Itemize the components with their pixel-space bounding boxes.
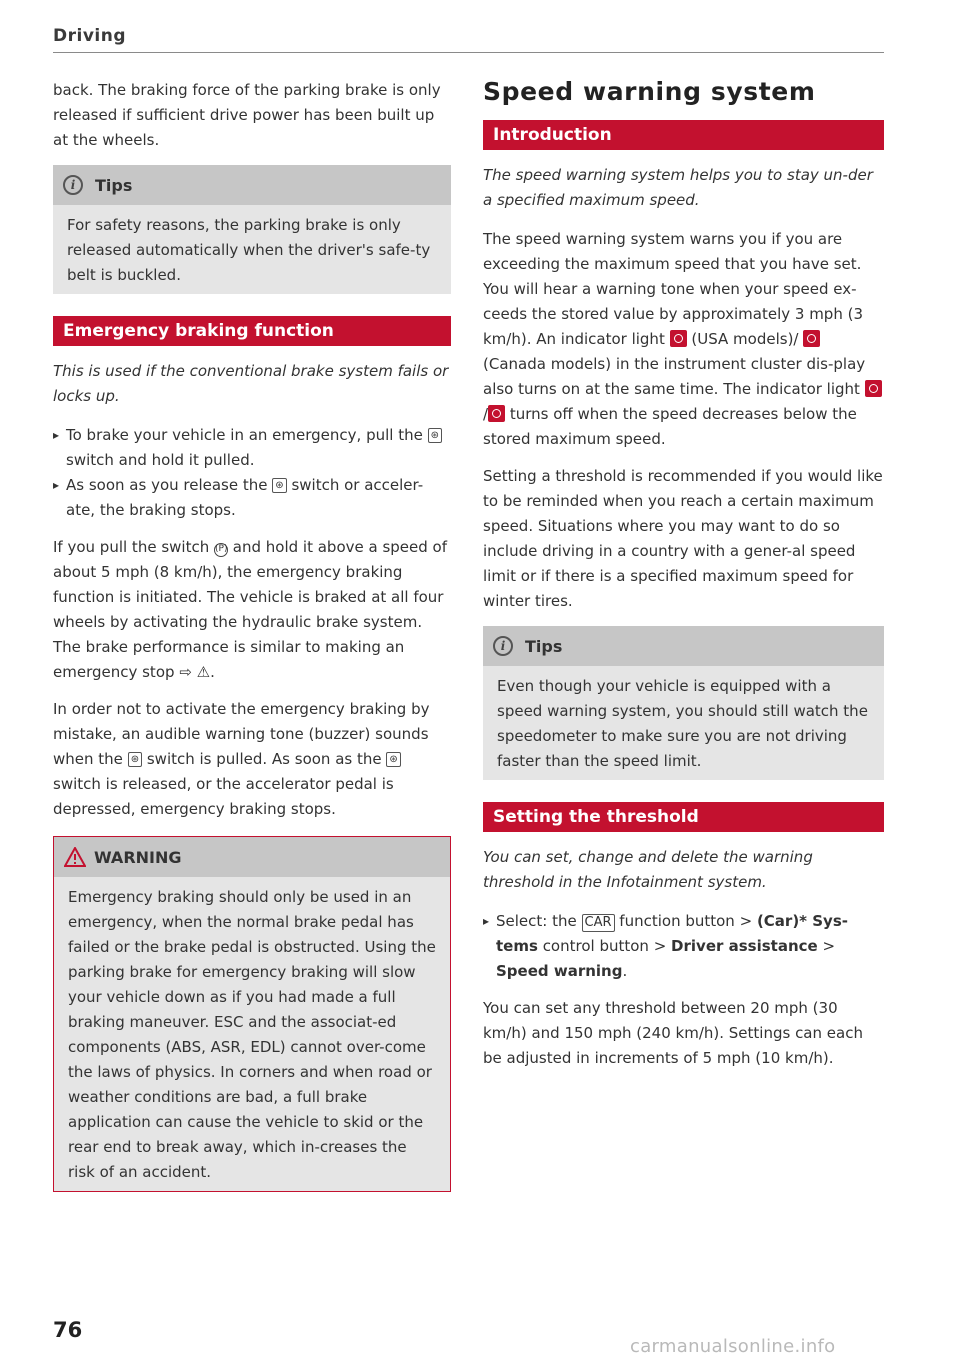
- instruction-list: [483, 909, 884, 984]
- text: >: [822, 937, 836, 955]
- parking-brake-key-icon: ⊛: [386, 752, 400, 767]
- tips-box-header: [483, 626, 884, 666]
- parking-brake-key-icon: ⊛: [272, 478, 286, 493]
- watermark: carmanualsonline.info: [630, 1336, 836, 1357]
- info-icon: i: [493, 636, 513, 656]
- body-paragraph: [53, 535, 451, 685]
- info-icon: i: [63, 175, 83, 195]
- text: function button >: [619, 912, 753, 930]
- step-text: As soon as you release the: [66, 476, 268, 494]
- tips-body: Even though your vehicle is equipped with a speed warning system, you should still watch the speedometer to make sure you are not driving faster than the speed limit.: [497, 677, 868, 770]
- text: The speed warning system warns you if you are exceeding the maximum speed that you have set. You will hear a warning tone when your speed ex-ceeds the stored value by approximately 3 mph (3 km/h). An indicator light: [483, 230, 864, 348]
- continued-paragraph: back. The braking force of the parking brake is only released if sufficient drive power has been built up at the wheels.: [53, 81, 441, 149]
- text: In order not to activate the emergency braking by mistake, an audible warning tone (buzzer) sounds when the: [53, 700, 430, 768]
- menu-path-driver-assistance: Driver assistance: [671, 937, 818, 955]
- section-heading-introduction: Introduction: [483, 120, 884, 150]
- menu-path-car-systems: (Car)* Sys-tems: [496, 912, 848, 955]
- chapter-title: Speed warning system: [483, 77, 816, 106]
- body-paragraph: You can set any threshold between 20 mph (30 km/h) and 150 mph (240 km/h). Settings can each be adjusted in increments of 5 mph (10 km/h).: [483, 999, 863, 1067]
- warning-box: [53, 836, 451, 1192]
- running-header: Driving: [53, 26, 127, 46]
- text: (USA models)/: [691, 330, 799, 348]
- section-intro: The speed warning system helps you to stay un-der a specified maximum speed.: [483, 166, 873, 209]
- tips-body: For safety reasons, the parking brake is only released automatically when the driver's safe-ty belt is buckled.: [67, 216, 431, 284]
- tips-box: [483, 626, 884, 780]
- tips-title: Tips: [95, 175, 133, 195]
- warning-reference-link[interactable]: ⇨ ⚠.: [179, 663, 215, 681]
- speed-warning-indicator-icon: [670, 330, 687, 347]
- text: turns off when the speed decreases below the stored maximum speed.: [483, 405, 857, 448]
- body-paragraph: [53, 697, 451, 822]
- body-paragraph: [483, 227, 884, 452]
- tips-box: [53, 165, 451, 294]
- parking-brake-key-icon: ⊛: [128, 752, 142, 767]
- menu-path-speed-warning: Speed warning: [496, 962, 623, 980]
- tips-box-header: [53, 165, 451, 205]
- parking-brake-key-icon: ⊛: [428, 428, 442, 443]
- warning-body: Emergency braking should only be used in an emergency, when the normal brake pedal has failed or the brake pedal is obstructed. Using the parking brake for emergency braking will slow your vehicle down as if you had made a full braking maneuver. ESC and the associat-ed components (ABS, ASR, EDL) cannot over-come the laws of physics. In corners and when road or weather conditions are bad, a full brake application can cause the vehicle to skid or the rear end to break away, which in-creases the risk of an accident.: [68, 888, 436, 1181]
- page-number: 76: [53, 1318, 83, 1342]
- car-function-button[interactable]: CAR: [582, 914, 615, 932]
- right-column: [483, 76, 884, 1083]
- text: Select: the: [496, 912, 577, 930]
- step-text: switch and hold it pulled.: [66, 451, 255, 469]
- body-paragraph: Setting a threshold is recommended if you would like to be reminded when you reach a certain maximum speed. Situations where you may want to do so include driving in a country with a gener-al speed limit or if there is a specified maximum speed for winter tires.: [483, 467, 883, 610]
- list-item: [53, 423, 451, 473]
- text: .: [622, 962, 628, 980]
- text: switch is pulled. As soon as the: [146, 750, 382, 768]
- list-item: [53, 473, 451, 523]
- text: control button >: [542, 937, 667, 955]
- left-column: [53, 78, 451, 1214]
- step-text: To brake your vehicle in an emergency, pull the: [66, 426, 423, 444]
- parking-brake-switch-icon: (P): [214, 543, 228, 557]
- speed-warning-indicator-icon: [865, 380, 882, 397]
- list-item: [483, 909, 884, 984]
- speed-warning-indicator-icon: [488, 405, 505, 422]
- section-heading-emergency-braking: Emergency braking function: [53, 316, 451, 346]
- text: /: [483, 405, 489, 423]
- speed-warning-indicator-icon: [803, 330, 820, 347]
- step-text: switch or acceler-ate, the braking stops.: [66, 476, 424, 519]
- header-divider: [53, 52, 884, 53]
- section-intro: This is used if the conventional brake system fails or locks up.: [53, 362, 449, 405]
- section-heading-setting-threshold: Setting the threshold: [483, 802, 884, 832]
- text: switch is released, or the accelerator pedal is depressed, emergency braking stops.: [53, 775, 394, 818]
- instruction-list: [53, 423, 451, 523]
- text: (Canada models) in the instrument cluster dis-play also turns on at the same time. The indicator light: [483, 355, 866, 398]
- tips-title: Tips: [525, 636, 563, 656]
- warning-triangle-icon: [64, 847, 86, 867]
- warning-title: WARNING: [94, 847, 182, 867]
- section-intro: You can set, change and delete the warning threshold in the Infotainment system.: [483, 848, 813, 891]
- text: and hold it above a speed of about 5 mph (8 km/h), the emergency braking function is initiated. The vehicle is braked at all four wheels by activating the hydraulic brake system. The brake performance is similar to making an emergency stop: [53, 538, 447, 681]
- text: If you pull the switch: [53, 538, 210, 556]
- warning-box-header: [54, 837, 450, 877]
